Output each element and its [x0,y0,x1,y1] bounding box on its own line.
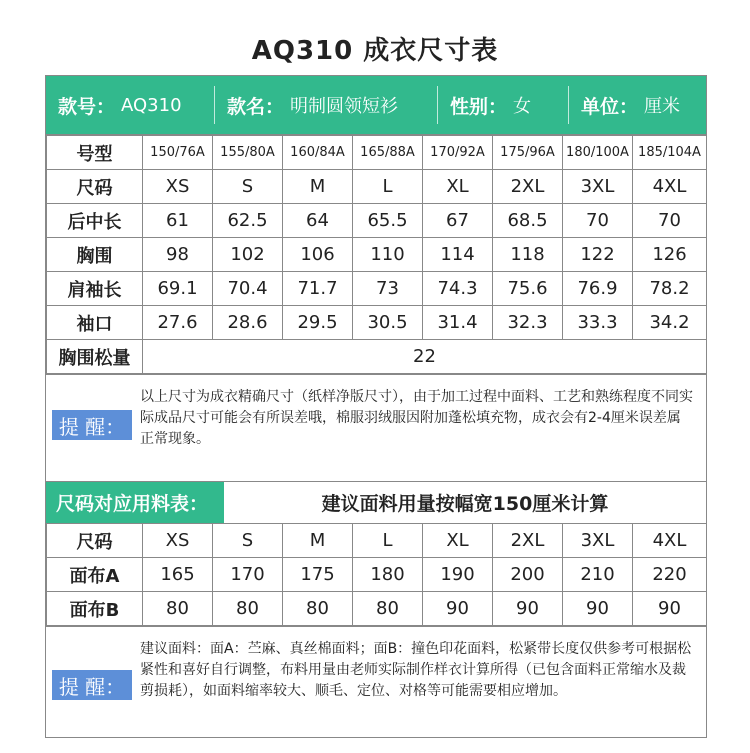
table-cell: 68.5 [493,204,563,238]
table-cell: 31.4 [423,306,493,340]
name-label: 款名： [227,95,285,118]
row-label: 后中长 [47,204,143,238]
table-row [47,340,707,374]
table-row [47,204,707,238]
row-label: 面布A [47,558,143,592]
table-row [47,592,707,626]
table-cell: 2XL [493,170,563,204]
table-cell: 4XL [633,170,707,204]
table-cell: 78.2 [633,272,707,306]
table-cell: 76.9 [563,272,633,306]
row-label: 尺码 [47,524,143,558]
table-cell: 73 [353,272,423,306]
table-cell: 106 [283,238,353,272]
table-cell: 80 [143,592,213,626]
unit-value: 厘米 [644,96,681,117]
reminder-text: 建议面料：面A：苎麻、真丝棉面料；面B：撞色印花面料，松紧带长度仅供参考可根据松紧性和喜好自行调整，布料用量由老师实际制作样衣计算所得（已包含面料正常缩水及裁剪损耗），如面料缩率较大、顺毛、定位、对格等可能需要相应增加。 [140,641,692,699]
model-value: AQ310 [121,94,182,116]
row-label: 尺码 [47,170,143,204]
row-label: 肩袖长 [47,272,143,306]
name-value: 明制圆领短衫 [290,96,399,117]
row-label: 袖口 [47,306,143,340]
row-label: 号型 [47,136,143,170]
table-cell: 90 [633,592,707,626]
table-cell: XL [423,524,493,558]
name-cell [215,76,437,134]
table-cell: 4XL [633,524,707,558]
reminder-note-1 [46,374,706,481]
table-cell: 90 [423,592,493,626]
table-cell: 61 [143,204,213,238]
fabric-section-label: 尺码对应用料表： [46,482,224,523]
table-cell: 69.1 [143,272,213,306]
model-cell [46,76,214,134]
table-cell: 65.5 [353,204,423,238]
table-cell: 170/92A [423,136,493,170]
table-cell: 3XL [563,524,633,558]
ease-label: 胸围松量 [47,340,143,374]
table-cell: 33.3 [563,306,633,340]
table-cell: 165/88A [353,136,423,170]
table-cell: 75.6 [493,272,563,306]
table-cell: 29.5 [283,306,353,340]
table-row [47,136,707,170]
table-cell: 175/96A [493,136,563,170]
gender-cell [438,76,568,134]
gender-label: 性别： [450,95,508,118]
table-cell: 126 [633,238,707,272]
page-title: AQ310 成衣尺寸表 [251,36,499,66]
table-cell: L [353,524,423,558]
table-cell: 114 [423,238,493,272]
table-row [47,524,707,558]
table-cell: 2XL [493,524,563,558]
size-table [46,135,707,374]
table-cell: 122 [563,238,633,272]
table-cell: S [213,524,283,558]
table-cell: S [213,170,283,204]
table-row [47,170,707,204]
table-cell: 90 [493,592,563,626]
row-label: 胸围 [47,238,143,272]
table-cell: 175 [283,558,353,592]
table-row [47,558,707,592]
reminder-badge: 提 醒： [52,670,132,700]
table-cell: 110 [353,238,423,272]
unit-label: 单位： [581,95,639,118]
table-row [47,306,707,340]
table-cell: 155/80A [213,136,283,170]
row-label: 面布B [47,592,143,626]
fabric-section-subtitle: 建议面料用量按幅宽150厘米计算 [321,493,609,515]
gender-value: 女 [513,96,532,117]
table-cell: 102 [213,238,283,272]
table-cell: L [353,170,423,204]
table-cell: M [283,524,353,558]
table-cell: 118 [493,238,563,272]
table-cell: 62.5 [213,204,283,238]
table-cell: XL [423,170,493,204]
table-cell: 160/84A [283,136,353,170]
table-cell: 64 [283,204,353,238]
table-cell: 74.3 [423,272,493,306]
table-cell: 32.3 [493,306,563,340]
table-cell: 170 [213,558,283,592]
table-cell: 98 [143,238,213,272]
table-cell: 220 [633,558,707,592]
table-row [47,238,707,272]
table-cell: 165 [143,558,213,592]
table-cell: 70 [563,204,633,238]
table-cell: XS [143,170,213,204]
table-cell: 80 [283,592,353,626]
table-cell: 28.6 [213,306,283,340]
reminder-note-2 [46,626,706,737]
table-cell: 71.7 [283,272,353,306]
ease-value: 22 [143,340,707,374]
table-cell: M [283,170,353,204]
table-cell: 190 [423,558,493,592]
fabric-table [46,523,707,626]
size-chart-frame [45,75,707,738]
table-cell: 150/76A [143,136,213,170]
table-cell: 90 [563,592,633,626]
table-cell: 27.6 [143,306,213,340]
model-label: 款号： [58,95,116,118]
reminder-badge: 提 醒： [52,410,132,440]
table-cell: 3XL [563,170,633,204]
table-cell: 180 [353,558,423,592]
info-header [46,76,706,135]
table-row [47,272,707,306]
reminder-text: 以上尺寸为成衣精确尺寸（纸样净版尺寸），由于加工过程中面料、工艺和熟练程度不同实际成品尺寸可能会有所误差哦，棉服羽绒服因附加蓬松填充物，成衣会有2-4厘米误差属正常现象。 [140,389,693,447]
table-cell: 67 [423,204,493,238]
table-cell: 185/104A [633,136,707,170]
fabric-section-header [46,481,706,523]
table-cell: 30.5 [353,306,423,340]
table-cell: 70 [633,204,707,238]
table-cell: 34.2 [633,306,707,340]
table-cell: 210 [563,558,633,592]
table-cell: XS [143,524,213,558]
unit-cell [569,76,706,134]
table-cell: 200 [493,558,563,592]
table-cell: 80 [353,592,423,626]
table-cell: 80 [213,592,283,626]
table-cell: 70.4 [213,272,283,306]
table-cell: 180/100A [563,136,633,170]
